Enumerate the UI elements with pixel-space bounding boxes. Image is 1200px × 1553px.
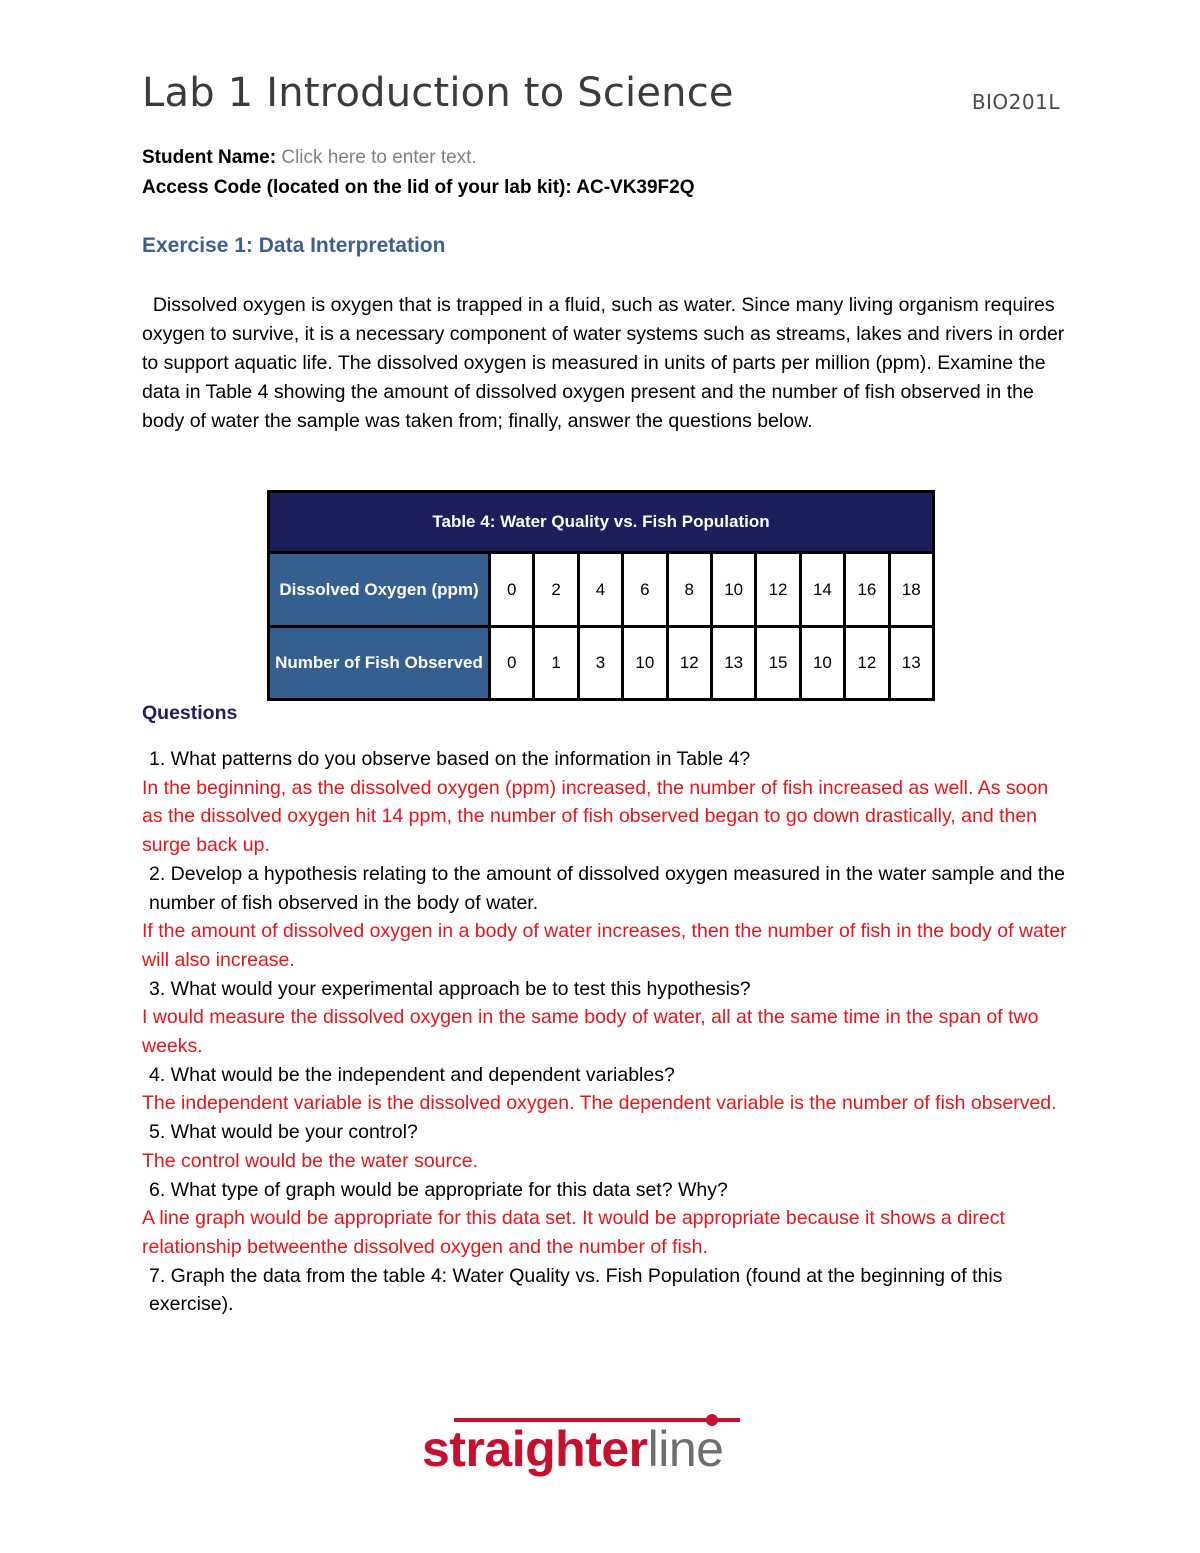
table-cell: 13 (889, 627, 933, 700)
access-code-value: AC-VK39F2Q (576, 177, 695, 198)
answer-2: If the amount of dissolved oxygen in a body of water increases, then the number of fish in the body of water will also increase. (142, 920, 1067, 971)
question-7: 7. Graph the data from the table 4: Water Quality vs. Fish Population (found at the beginning of this exercise). (149, 1264, 1003, 1316)
questions-list (142, 745, 1072, 1319)
question-4: 4. What would be the independent and dependent variables? (149, 1063, 675, 1086)
table-caption: Table 4: Water Quality vs. Fish Population (269, 492, 934, 553)
access-code-label: Access Code (located on the lid of your lab kit): (142, 177, 572, 198)
table-cell: 13 (711, 627, 755, 700)
table-row-fish-observed (269, 627, 934, 700)
student-name-line (142, 143, 695, 173)
table-cell: 12 (756, 553, 800, 627)
table-cell: 10 (623, 627, 667, 700)
table-cell: 3 (578, 627, 622, 700)
row-header-fish-observed: Number of Fish Observed (269, 627, 490, 700)
answer-1: In the beginning, as the dissolved oxygen (ppm) increased, the number of fish increased as well. As soon as the dissolved oxygen hit 14 ppm, the number of fish observed began to go down drastically, and then surge back up. (142, 776, 1049, 857)
table-cell: 12 (845, 627, 889, 700)
logo-wordmark-strong: straighter (422, 1421, 648, 1477)
exercise-intro-text: Dissolved oxygen is oxygen that is trapped in a fluid, such as water. Since many living organism requires oxygen to survive, it is a necessary component of water systems such as streams, lakes and rivers in order to support aquatic life. The dissolved oxygen is measured in units of parts per million (ppm). Examine the data in Table 4 showing the amount of dissolved oxygen present and the number of fish observed in the body of water the sample was taken from; finally, answer the questions below. (142, 294, 1065, 432)
logo-wordmark-light: line (647, 1421, 724, 1477)
table-cell: 0 (490, 553, 534, 627)
table-cell: 1 (534, 627, 578, 700)
course-code: BIO201L (971, 90, 1060, 114)
answer-4: The independent variable is the dissolved oxygen. The dependent variable is the number of fish observed. (142, 1092, 1057, 1115)
question-6: 6. What type of graph would be appropriate for this data set? Why? (149, 1178, 728, 1201)
student-name-field[interactable]: Click here to enter text. (281, 147, 477, 168)
question-5: 5. What would be your control? (149, 1121, 418, 1144)
table-cell: 2 (534, 553, 578, 627)
exercise-intro (142, 291, 1072, 436)
logo-wordmark (422, 1420, 723, 1478)
document-header (142, 70, 1060, 124)
answer-5: The control would be the water source. (142, 1149, 479, 1172)
question-3: 3. What would your experimental approach be to test this hypothesis? (149, 977, 751, 1000)
straighterline-logo (422, 1414, 782, 1484)
table-cell: 12 (667, 627, 711, 700)
table-cell: 15 (756, 627, 800, 700)
table-cell: 14 (800, 553, 844, 627)
table-cell: 10 (800, 627, 844, 700)
water-quality-table (267, 490, 935, 701)
student-name-label: Student Name: (142, 147, 277, 168)
question-1: 1. What patterns do you observe based on the information in Table 4? (149, 748, 751, 770)
table-cell: 6 (623, 553, 667, 627)
table-cell: 8 (667, 553, 711, 627)
answer-3: I would measure the dissolved oxygen in the same body of water, all at the same time in the span of two weeks. (142, 1006, 1039, 1058)
document-title: Lab 1 Introduction to Science (142, 70, 734, 116)
question-2: 2. Develop a hypothesis relating to the amount of dissolved oxygen measured in the water sample and the number of fish observed in the body of water. (149, 862, 1065, 914)
table-cell: 16 (845, 553, 889, 627)
student-info (142, 143, 695, 203)
table-caption-row (269, 492, 934, 553)
table-cell: 4 (578, 553, 622, 627)
table-row-dissolved-oxygen (269, 553, 934, 627)
table-cell: 0 (490, 627, 534, 700)
questions-heading: Questions (142, 702, 238, 724)
access-code-line (142, 173, 695, 203)
answer-6: A line graph would be appropriate for this data set. It would be appropriate because it shows a direct relationship betweenthe dissolved oxygen and the number of fish. (142, 1207, 1005, 1258)
exercise-heading: Exercise 1: Data Interpretation (142, 234, 446, 257)
row-header-dissolved-oxygen: Dissolved Oxygen (ppm) (269, 553, 490, 627)
table-cell: 18 (889, 553, 933, 627)
table-cell: 10 (711, 553, 755, 627)
